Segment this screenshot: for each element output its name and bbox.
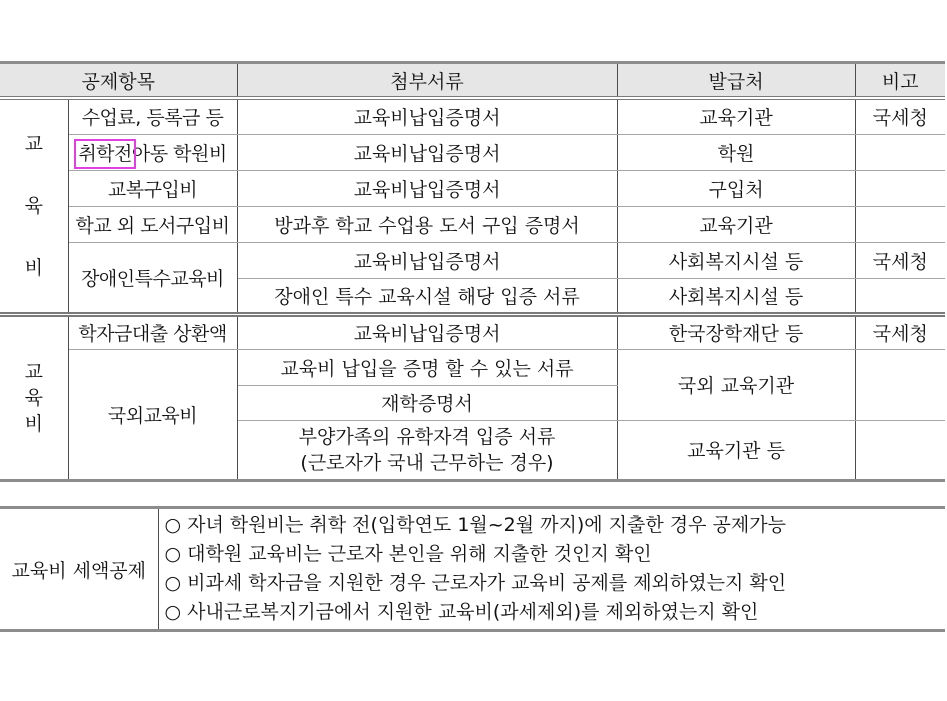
document-cell: 교육비납입증명서	[237, 314, 617, 349]
document-line: (근로자가 국내 근무하는 경우)	[300, 451, 554, 474]
education-deduction-table	[0, 61, 945, 482]
note-cell	[855, 349, 945, 420]
document-cell: 장애인 특수 교육시설 해당 입증 서류	[237, 278, 617, 314]
issuer-cell: 사회복지시설 등	[617, 278, 855, 314]
note-cell	[855, 206, 945, 242]
item-cell: 학교 외 도서구입비	[68, 206, 237, 242]
document-cell: 교육비 납입을 증명 할 수 있는 서류	[237, 349, 617, 385]
note-cell	[855, 278, 945, 314]
category-cell	[0, 98, 68, 314]
issuer-cell: 사회복지시설 등	[617, 242, 855, 278]
table-row	[0, 170, 945, 206]
header-row	[0, 63, 945, 99]
category-cell	[0, 314, 68, 480]
category-label: 교육비	[24, 132, 43, 279]
table-row	[0, 134, 945, 170]
note-line	[165, 598, 944, 627]
issuer-cell: 교육기관	[617, 206, 855, 242]
document-cell: 교육비납입증명서	[237, 134, 617, 170]
document-cell: 방과후 학교 수업용 도서 구입 증명서	[237, 206, 617, 242]
document-cell: 교육비납입증명서	[237, 170, 617, 206]
summary-notes	[158, 508, 945, 631]
issuer-cell: 교육기관 등	[617, 420, 855, 480]
document-cell: 재학증명서	[237, 385, 617, 420]
issuer-cell: 한국장학재단 등	[617, 314, 855, 349]
document-cell: 교육비납입증명서	[237, 98, 617, 134]
table-row	[0, 242, 945, 278]
summary-row	[0, 508, 945, 631]
issuer-cell: 국외 교육기관	[617, 349, 855, 420]
table-row	[0, 349, 945, 385]
document-line: 부양가족의 유학자격 입증 서류	[298, 425, 556, 448]
item-label-rest: 아동 학원비	[131, 142, 227, 165]
note-line	[165, 511, 944, 540]
item-cell: 수업료, 등록금 등	[68, 98, 237, 134]
bullet-marker: ○	[164, 601, 182, 623]
header-remarks: 비고	[855, 63, 945, 99]
category-label: 교육비	[24, 360, 43, 435]
table-row	[0, 206, 945, 242]
header-deduction-item: 공제항목	[0, 63, 237, 99]
note-cell: 국세청	[855, 314, 945, 349]
bullet-marker: ○	[164, 543, 182, 565]
table-row	[0, 98, 945, 134]
note-line	[165, 540, 944, 569]
note-cell: 국세청	[855, 98, 945, 134]
note-cell	[855, 420, 945, 480]
issuer-cell: 학원	[617, 134, 855, 170]
item-cell: 학자금대출 상환액	[68, 314, 237, 349]
summary-label: 교육비 세액공제	[0, 508, 158, 631]
bullet-marker: ○	[164, 514, 182, 536]
note-cell	[855, 170, 945, 206]
item-cell: 국외교육비	[68, 349, 237, 480]
note-cell: 국세청	[855, 242, 945, 278]
document-cell: 교육비납입증명서	[237, 242, 617, 278]
item-cell	[68, 134, 237, 170]
header-issuer: 발급처	[617, 63, 855, 99]
highlight-box: 취학전	[78, 142, 132, 165]
note-cell	[855, 134, 945, 170]
table-row	[0, 314, 945, 349]
note-text: 대학원 교육비는 근로자 본인을 위해 지출한 것인지 확인	[187, 543, 652, 565]
summary-table	[0, 506, 945, 632]
issuer-cell: 교육기관	[617, 98, 855, 134]
issuer-cell: 구입처	[617, 170, 855, 206]
note-text: 비과세 학자금을 지원한 경우 근로자가 교육비 공제를 제외하였는지 확인	[187, 572, 787, 594]
document-cell	[237, 420, 617, 480]
bullet-marker: ○	[164, 572, 182, 594]
header-attached-documents: 첨부서류	[237, 63, 617, 99]
item-cell: 장애인특수교육비	[68, 242, 237, 314]
note-text: 사내근로복지기금에서 지원한 교육비(과세제외)를 제외하였는지 확인	[187, 601, 759, 623]
note-line	[165, 569, 944, 598]
note-text: 자녀 학원비는 취학 전(입학연도 1월~2월 까지)에 지출한 경우 공제가능	[187, 514, 786, 536]
item-cell: 교복구입비	[68, 170, 237, 206]
